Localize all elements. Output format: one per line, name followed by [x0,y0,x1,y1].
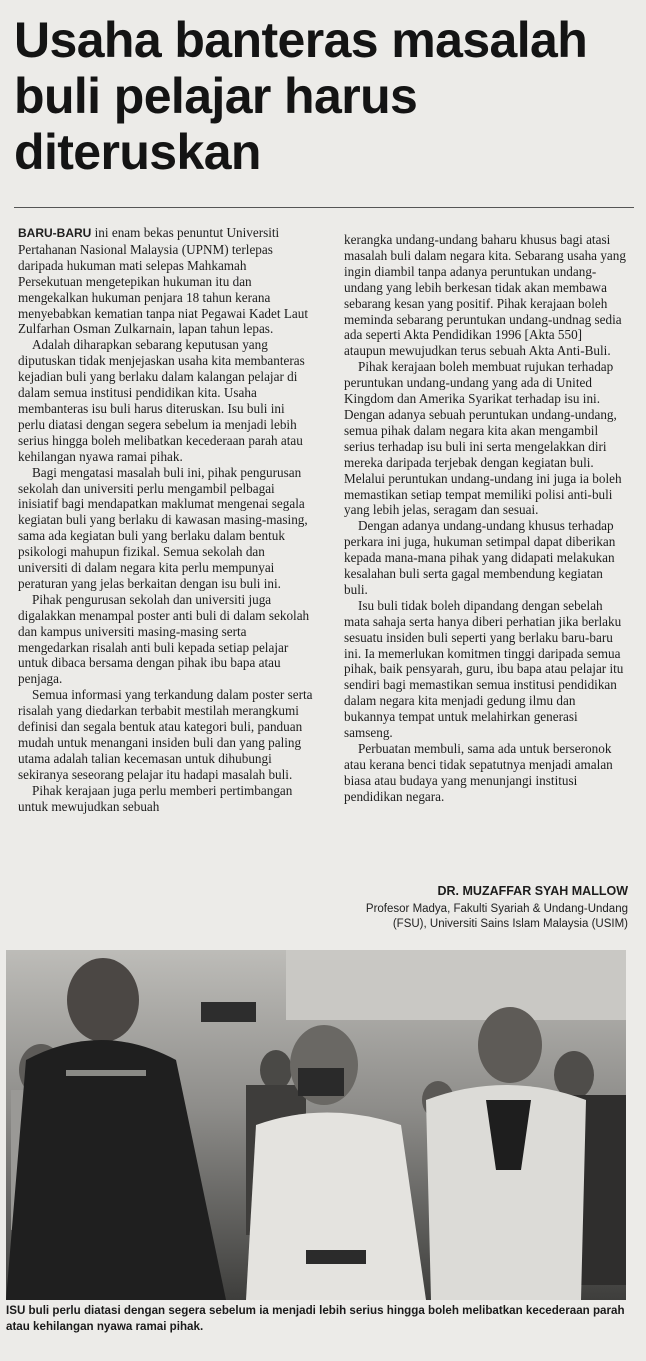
paragraph-6: Pihak kerajaan juga perlu memberi pertimbangan untuk mewujudkan sebuah [18,782,293,814]
headline-divider [14,207,634,208]
right-text-column [344,232,626,805]
paragraph-2: Adalah diharapkan sebarang keputusan yang diputuskan tidak menjejaskan usaha kita membanteras kejadian buli yang berlaku dalam kalangan pelajar di dalam semua institusi pendidikan kita. Usaha membanteras isu buli harus diteruskan. Isu buli ini perlu diatasi dengan segera sebelum ia menjadi lebih serius hingga boleh melibatkan kecederaan parah atau kehilangan nyawa ramai pihak. [18,337,305,464]
paragraph-4: Pihak pengurusan sekolah dan universiti juga digalakkan menampal poster anti buli di dalam sekolah dan kampus universiti masing-masing serta mengedarkan risalah anti buli kepada setiap pelajar untuk dibaca bersama dengan pihak ibu bapa atau penjaga. [18,591,310,687]
author-affiliation: Profesor Madya, Fakulti Syariah & Undang-Undang (FSU), Universiti Sains Islam Malaysia (USIM) [365,903,628,930]
lead-word: BARU-BARU [18,226,92,240]
paragraph-7: kerangka undang-undang baharu khusus bagi atasi masalah buli dalam negara kita. Sebarang usaha yang ingin diambil tanpa adanya peruntukan undang-undang yang lebih berkesan tidak akan membawa sebarang kesan yang positif. Pihak kerajaan boleh meminda sebarang peruntukan undang-undnag sedia ada seperti Akta Pendidikan 1996 [Akta 550] ataupun mewujudkan terus sebuah Akta Anti-Buli. [344,232,626,359]
paragraph-8: Pihak kerajaan boleh membuat rujukan terhadap peruntukan undang-undang yang ada di United Kingdom dan Amerika Syarikat terhadap isu ini. Dengan adanya sebuah peruntukan undang-undang, semua pihak dalam negara kita akan mengambil serius terhadap isu buli ini serta mengelakkan diri mereka daripada terjebak dengan kegiatan buli. Melalui peruntukan undang-undang ini juga ia boleh memastikan setiap tempat memiliki polisi anti-buli yang lebih jelas, seragam dan sesuai. [344,359,622,518]
paragraph-3: Bagi mengatasi masalah buli ini, pihak pengurusan sekolah dan universiti perlu mengambil pelbagai inisiatif bagi mendapatkan maklumat mengenai segala kegiatan buli yang berlaku di kawasan masing-masing, sama ada kegiatan buli yang berlaku dalam bentuk psikologi mahupun fizikal. Semua sekolah dan universiti di dalam negara kita perlu mempunyai peraturan yang jelas berkaitan dengan isu buli ini. [18,464,308,591]
photo-caption: ISU buli perlu diatasi dengan segera sebelum ia menjadi lebih serius hingga boleh melibatkan kecederaan parah atau kehilangan nyawa ramai pihak. [6,1304,625,1333]
article-headline: Usaha banteras masalah buli pelajar harus diteruskan [14,12,588,180]
photo-illustration [6,950,626,1300]
paragraph-10: Isu buli tidak boleh dipandang dengan sebelah mata sahaja serta hanya diberi perhatian jika berlaku sesuatu insiden buli seperti yang berlaku baru-baru ini. Ia memerlukan komitmen tinggi daripada semua pihak, baik pensyarah, guru, ibu bapa atau pelajar itu sendiri bagi memastikan semua institusi pendidikan dalam negara kita menjadi gedung ilmu dan bukannya tempat untuk melahirkan generasi samseng. [344,597,624,741]
paragraph-5: Semua informasi yang terkandung dalam poster serta risalah yang diedarkan terbabit mestilah merangkumi definisi dan segala bentuk atau kategori buli, panduan mudah untuk menangani insiden buli dan yang paling utama adalah talian kecemasan untuk dihubungi sekiranya seseorang pelajar itu hadapi masalah buli. [18,687,313,782]
paragraph-11: Perbuatan membuli, sama ada untuk berseronok atau kerana benci tidak sepatutnya menjadi amalan biasa atau budaya yang menunjangi institusi pendidikan negara. [344,741,613,804]
paragraph-1 [18,225,314,337]
left-text-column [18,225,314,815]
paragraph-1-text: ini enam bekas penuntut Universiti Pertahanan Nasional Malaysia (UPNM) terlepas daripada hukuman mati selepas Mahkamah Persekutuan mengetepikan hukuman itu dan mengekalkan hukuman penjara 18 tahun kerana menyebabkan kematian tanpa niat Pegawai Kadet Laut Zulfarhan Osman Zulkarnain, lapan tahun lepas. [18,225,309,337]
author-name: DR. MUZAFFAR SYAH MALLOW [437,884,628,898]
paragraph-9: Dengan adanya undang-undang khusus terhadap perkara ini juga, hukuman setimpal dapat diberikan kepada mana-mana pihak yang didapati melakukan kesalahan buli serta gagal membendung kegiatan buli. [344,518,616,597]
news-photo [6,950,626,1300]
